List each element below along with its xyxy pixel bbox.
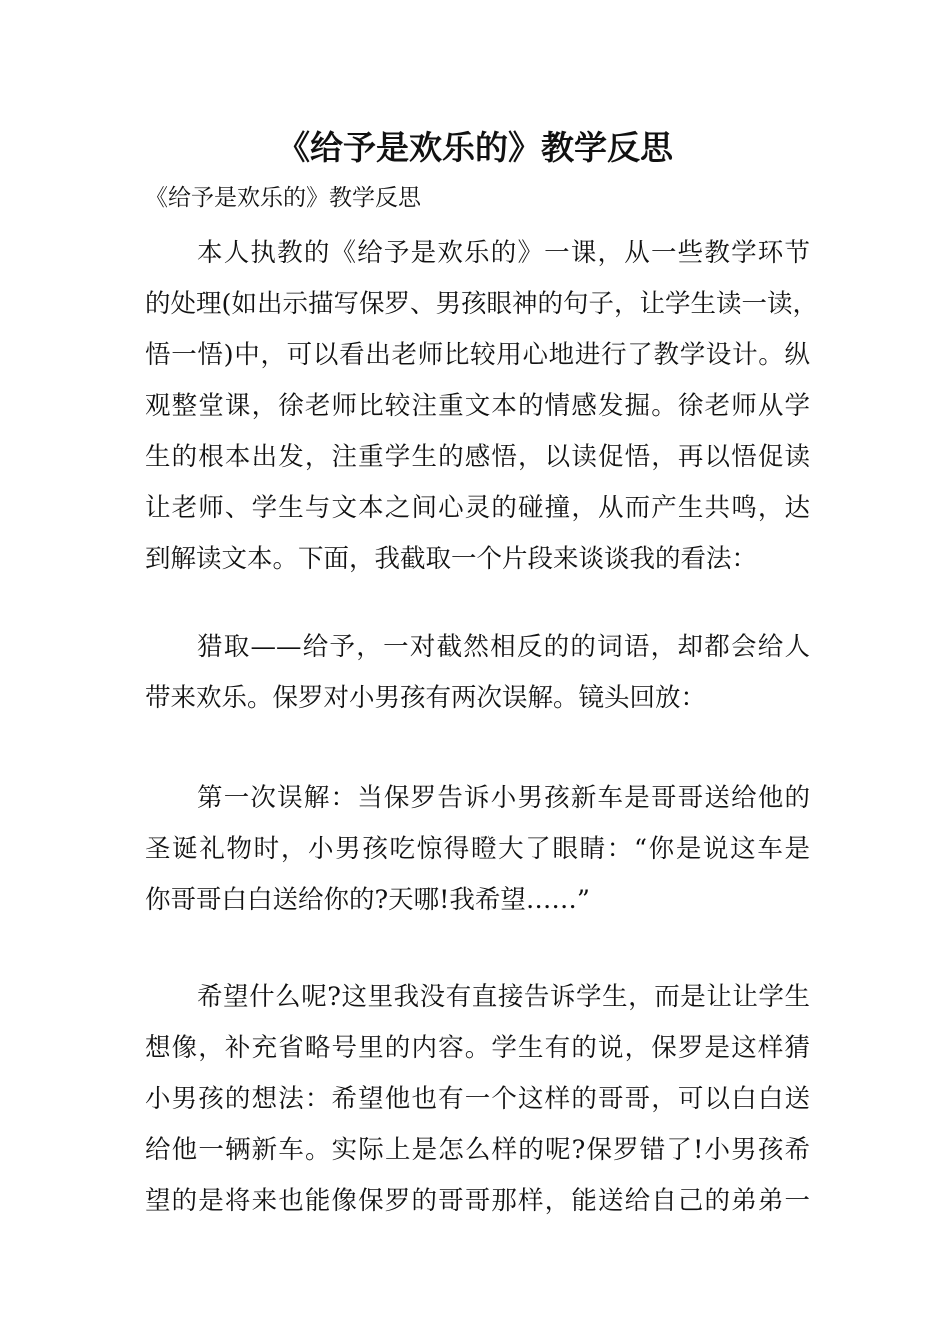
paragraph-line: 让老师、学生与文本之间心灵的碰撞，从而产生共鸣，达 (145, 493, 810, 523)
paragraph-3 (145, 773, 810, 926)
paragraph-line: 悟一悟)中，可以看出老师比较用心地进行了教学设计。纵 (145, 340, 810, 370)
paragraph-1 (145, 228, 818, 585)
paragraph-line: 本人执教的《给予是欢乐的》一课，从一些教学环节 (197, 238, 810, 268)
paragraph-line: 观整堂课，徐老师比较注重文本的情感发掘。徐老师从学 (145, 391, 810, 421)
paragraph-line: 带来欢乐。保罗对小男孩有两次误解。镜头回放： (145, 683, 707, 713)
document-subtitle: 《给予是欢乐的》教学反思 (145, 185, 421, 211)
paragraph-4 (145, 972, 810, 1227)
paragraph-line: 圣诞礼物时，小男孩吃惊得瞪大了眼睛：“你是说这车是 (145, 834, 810, 864)
paragraph-line: 给他一辆新车。实际上是怎么样的呢?保罗错了!小男孩希 (145, 1135, 810, 1165)
paragraph-line: 希望什么呢?这里我没有直接告诉学生，而是让让学生 (197, 982, 810, 1012)
paragraph-line: 生的根本出发，注重学生的感悟，以读促悟，再以悟促读 (145, 442, 810, 472)
paragraph-line: 到解读文本。下面，我截取一个片段来谈谈我的看法： (145, 544, 758, 574)
paragraph-2 (145, 622, 810, 724)
paragraph-line: 望的是将来也能像保罗的哥哥那样，能送给自己的弟弟一 (145, 1186, 810, 1216)
paragraph-line: 猎取——给予，一对截然相反的的词语，却都会给人 (197, 632, 810, 662)
document-title: 《给予是欢乐的》教学反思 (277, 128, 673, 167)
paragraph-line: 的处理(如出示描写保罗、男孩眼神的句子，让学生读一读， (145, 289, 818, 319)
paragraph-line: 你哥哥白白送给你的?天哪!我希望……” (145, 885, 590, 915)
paragraph-line: 第一次误解：当保罗告诉小男孩新车是哥哥送给他的 (197, 783, 810, 813)
paragraph-line: 小男孩的想法：希望他也有一个这样的哥哥，可以白白送 (145, 1084, 810, 1114)
paragraph-line: 想像，补充省略号里的内容。学生有的说，保罗是这样猜 (145, 1033, 810, 1063)
